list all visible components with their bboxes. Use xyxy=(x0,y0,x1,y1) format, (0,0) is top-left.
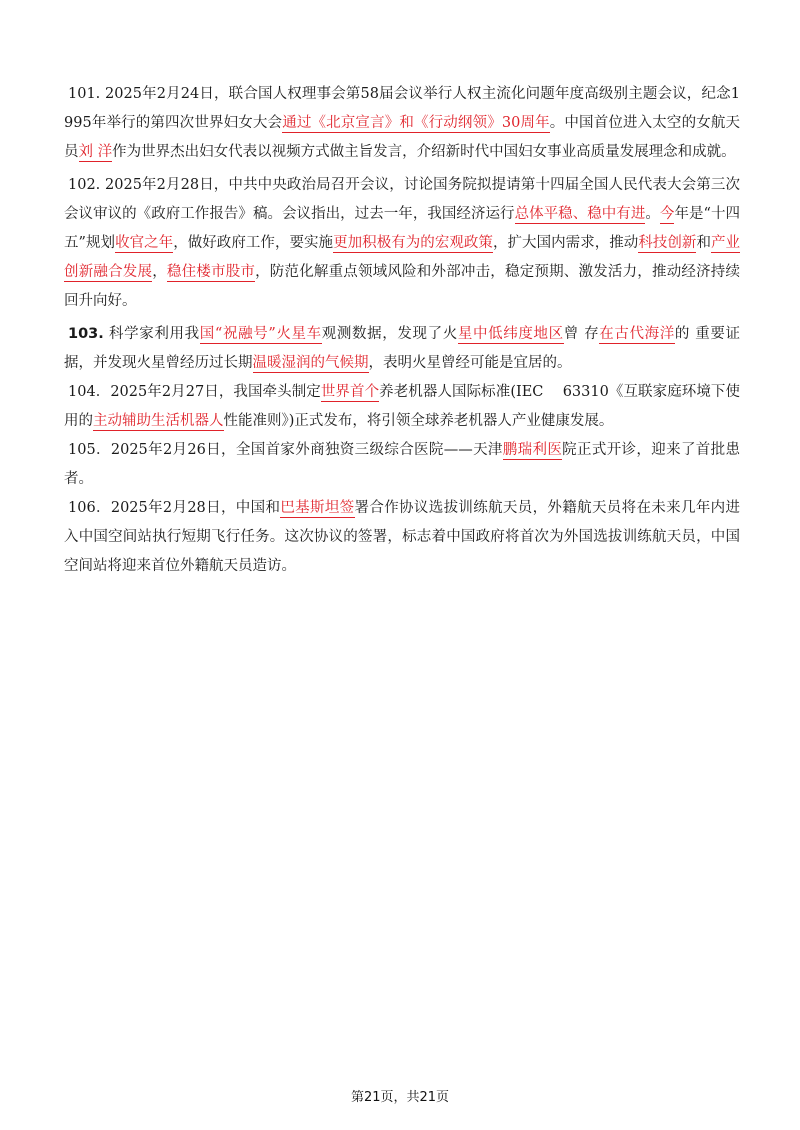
text-run: 105．2025年2月26日，全国首家外商独资三级综合医院——天津 xyxy=(68,442,503,458)
item-106 xyxy=(64,494,740,581)
item-104 xyxy=(64,378,740,436)
highlighted-phrase: 在古代海洋 xyxy=(599,326,675,342)
text-run: ，防范化解重点领域风险和外部冲击，稳定预期、激发活力，推动经济持续回升向好。 xyxy=(64,264,741,309)
highlighted-phrase: 巴基斯坦签 xyxy=(280,500,355,516)
text-run: 的 重要证据，并发现火星曾经历过长期 xyxy=(64,326,741,371)
highlighted-phrase: 世界首个 xyxy=(320,384,380,400)
text-run: 作为世界杰出妇女代表以视频方式做主旨发言，介绍新时代中国妇女事业高质量发展理念和成就。 xyxy=(112,144,736,160)
text-run: 曾 存 xyxy=(563,326,600,342)
highlighted-phrase: 主动辅助生活机器人 xyxy=(93,413,224,429)
text-run: 。中国首位进入太空的女航天员 xyxy=(64,115,740,160)
text-run: ，表明火星曾经可能是宜居的。 xyxy=(368,355,572,371)
text-run: 和 xyxy=(696,235,712,251)
highlighted-phrase: 星中低纬度地区 xyxy=(457,326,564,342)
text-run: 性能准则》)正式发布，将引领全球养老机器人产业健康发展。 xyxy=(223,413,614,429)
item-number: 103. xyxy=(68,326,104,342)
text-run: 年是“十四五”规划 xyxy=(64,206,741,251)
highlighted-phrase: 产业创新融合发展 xyxy=(64,235,741,280)
highlighted-phrase: 今 xyxy=(659,206,675,222)
highlighted-phrase: 刘 洋 xyxy=(78,144,113,160)
page-footer: 第21页，共21页 xyxy=(350,1090,450,1105)
text-run: 科学家利用我 xyxy=(103,326,200,342)
item-101 xyxy=(64,80,740,167)
text-run: ，扩大国内需求，推动 xyxy=(492,235,639,251)
item-102 xyxy=(64,171,740,316)
highlighted-phrase: 稳住楼市股市 xyxy=(166,264,256,280)
highlighted-phrase: 总体平稳、稳中有进 xyxy=(514,206,646,222)
text-run: 。 xyxy=(645,206,660,222)
highlighted-phrase: 国“祝融号”火星车 xyxy=(199,326,322,342)
text-run: 院正式开诊，迎来了首批患者。 xyxy=(64,442,740,487)
highlighted-phrase: 通过《北京宣言》和《行动纲领》30周年 xyxy=(282,115,550,131)
text-run: 署合作协议选拔训练航天员，外籍航天员将在未来几年内进入中国空间站执行短期飞行任务。这次协议的签署，标志着中国政府将首次为外国选拔训练航天员，中国空间站将迎来首位外籍航天员造访。 xyxy=(64,500,741,574)
text-run: 养老机器人国际标准(IEC 63310《互联家庭环境下使用的 xyxy=(64,384,740,429)
text-run: ，做好政府工作，要实施 xyxy=(173,235,334,251)
text-run: 101. 2025年2月24日，联合国人权理事会第58届会议举行人权主流化问题年度高级别主题会议，纪念1995年举行的第四次世界妇女大会 xyxy=(64,86,740,131)
text-run: 观测数据，发现了火 xyxy=(321,326,458,342)
highlighted-phrase: 温暖湿润的气候期 xyxy=(252,355,369,371)
highlighted-phrase: 更加积极有为的宏观政策 xyxy=(333,235,493,251)
highlighted-phrase: 收官之年 xyxy=(115,235,174,251)
item-105 xyxy=(64,436,740,494)
text-run: 106．2025年2月28日，中国和 xyxy=(68,500,281,516)
highlighted-phrase: 鹏瑞利医 xyxy=(502,442,563,458)
highlighted-phrase: 科技创新 xyxy=(638,235,697,251)
item-103 xyxy=(64,320,740,378)
text-run: ， xyxy=(152,264,167,280)
text-run: 102. 2025年2月28日，中共中央政治局召开会议，讨论国务院拟提请第十四届全国人民代表大会第三次会议审议的《政府工作报告》稿。会议指出，过去一年，我国经济运行 xyxy=(64,177,740,222)
document-body xyxy=(64,80,740,581)
text-run: 104．2025年2月27日，我国牵头制定 xyxy=(68,384,321,400)
